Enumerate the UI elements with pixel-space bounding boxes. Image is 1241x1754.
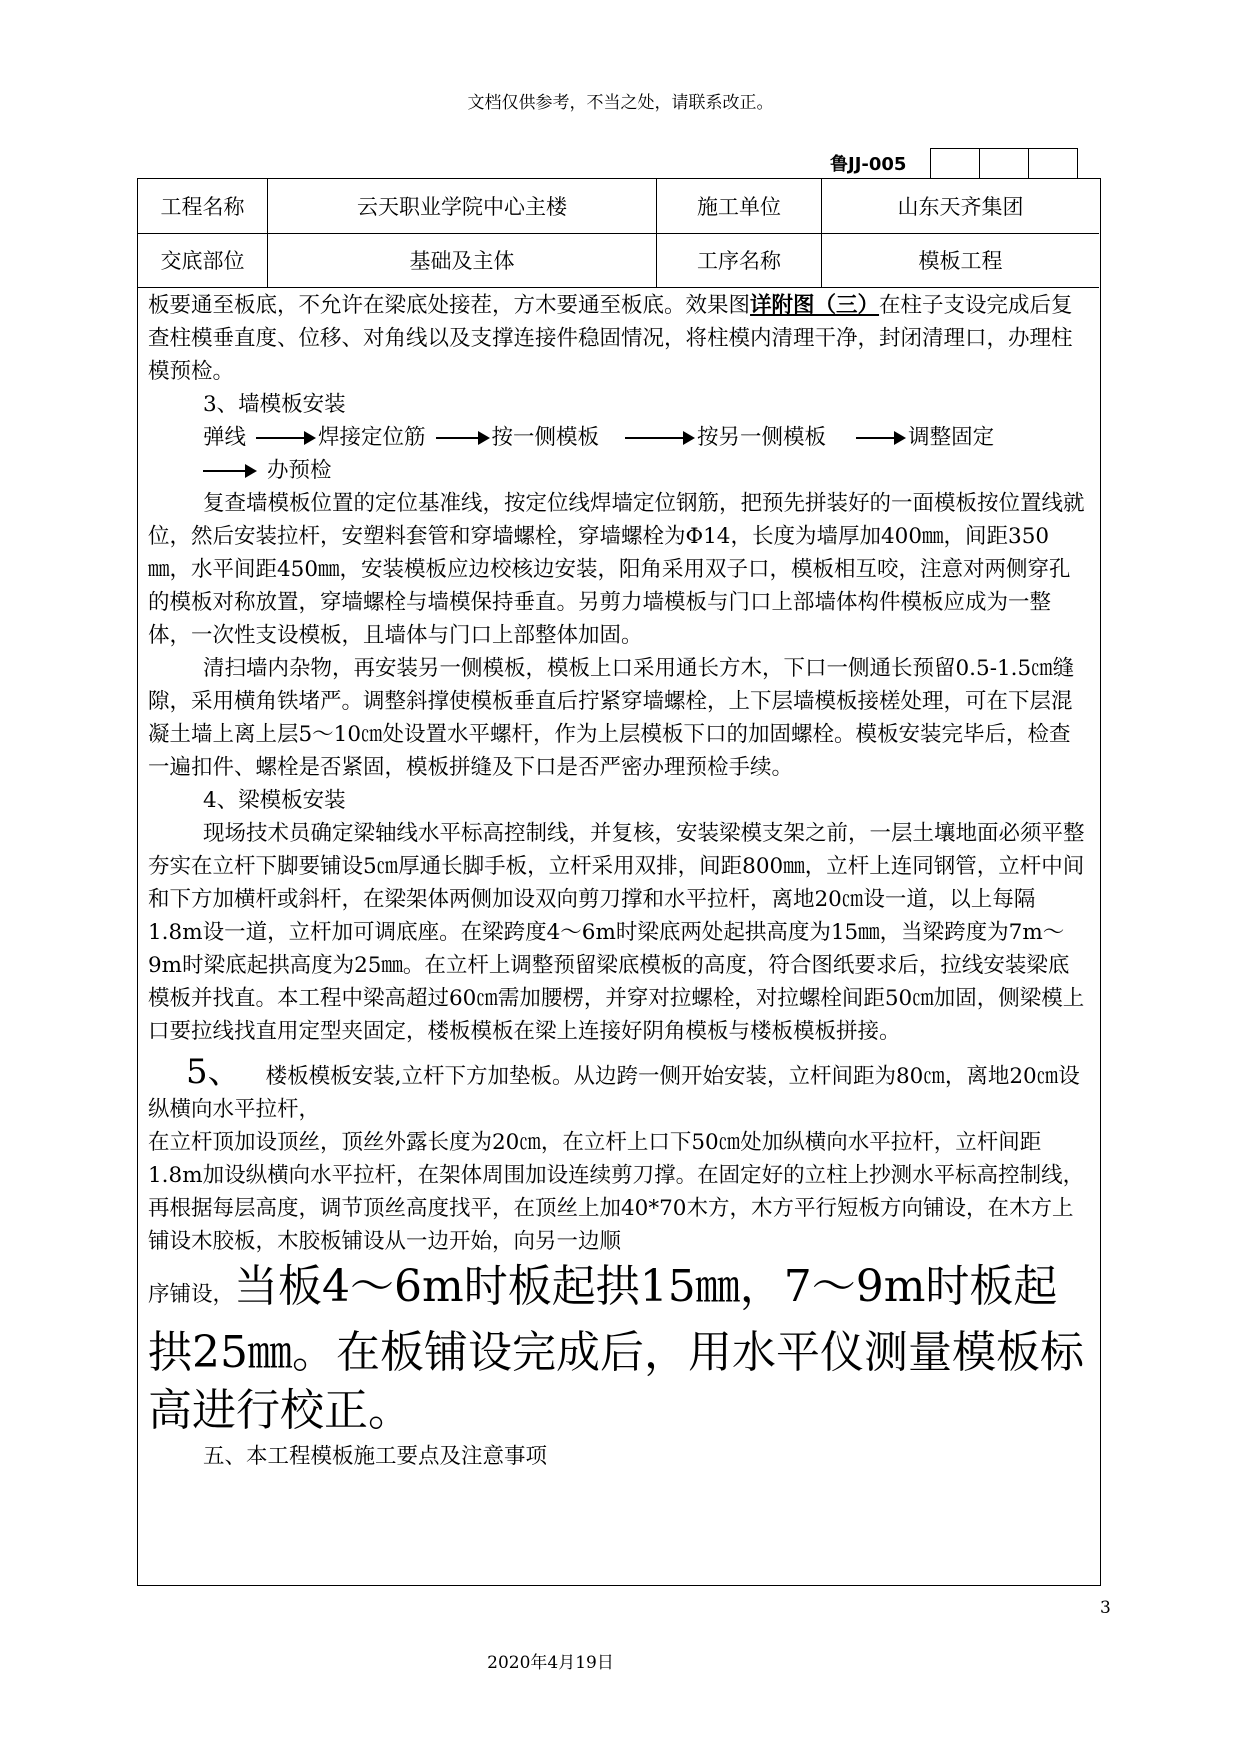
handover-content bbox=[138, 289, 1099, 1473]
process-name-value: 模板工程 bbox=[918, 249, 1003, 273]
page-number: 3 bbox=[1100, 1598, 1111, 1618]
arrow-right-icon bbox=[256, 437, 314, 439]
section-heading-beam: 4、梁模板安装 bbox=[203, 788, 346, 813]
paragraph-beam-install: 现场技术员确定梁轴线水平标高控制线，并复核，安装梁模支架之前，一层土壤地面必须平整夯实在立杆下脚要铺设5㎝厚通长脚手板，立杆采用双排，间距800㎜，立杆上连同钢管，立杆中间和下方加横杆或斜杆，在梁架体两侧加设双向剪刀撑和水平拉杆，离地20㎝设一道，以上每隔1.8m设一道，立杆加可调底座。在梁跨度4～6m时梁底两处起拱高度为15㎜，当梁跨度为7m～9m时梁底起拱高度为25㎜。在立杆上调整预留梁底模板的高度，符合图纸要求后，拉线安装梁底模板并找直。本工程中梁高超过60㎝需加腰楞，并穿对拉螺栓，对拉螺栓间距50㎝加固，侧梁模上口要拉线找直用定型夹固定，楼板模板在梁上连接好阴角模板与楼板模板拼接。 bbox=[148, 821, 1085, 1044]
arrow-right-icon bbox=[625, 437, 693, 439]
code-box bbox=[980, 148, 1029, 178]
handover-part-label: 交底部位 bbox=[138, 233, 268, 287]
process-flow-continued bbox=[148, 454, 1087, 487]
info-row-project bbox=[138, 179, 1099, 234]
handover-part-value: 基础及主体 bbox=[268, 233, 657, 287]
flow-step: 焊接定位筋 bbox=[318, 425, 426, 450]
project-name-value: 云天职业学院中心主楼 bbox=[268, 179, 657, 233]
paragraph-column-formwork bbox=[148, 289, 1087, 388]
document-code-row bbox=[830, 148, 1078, 178]
header-note: 文档仅供参考，不当之处，请联系改正。 bbox=[467, 93, 774, 113]
paragraph-text: 楼板模板安装,立杆下方加垫板。从边跨一侧开始安装，立杆间距为80㎝，离地20㎝设纵横向水平拉杆， bbox=[148, 1064, 1080, 1122]
section-heading-five: 五、本工程模板施工要点及注意事项 bbox=[203, 1444, 548, 1469]
flow-step: 按另一侧模板 bbox=[697, 425, 827, 450]
code-box bbox=[1029, 148, 1078, 178]
document-code: 鲁JJ-005 bbox=[830, 154, 907, 175]
footer-date: 2020年4月19日 bbox=[487, 1653, 614, 1673]
process-flow bbox=[148, 421, 1087, 454]
construction-unit-label: 施工单位 bbox=[657, 179, 822, 233]
section-number-5: 5、 bbox=[186, 1052, 242, 1092]
paragraph-slab-camber bbox=[148, 1258, 1087, 1440]
construction-unit-value: 山东天齐集团 bbox=[897, 195, 1024, 219]
paragraph-slab-detail: 在立杆顶加设顶丝，顶丝外露长度为20㎝，在立杆上口下50㎝处加纵横向水平拉杆，立杆间距1.8m加设纵横向水平拉杆，在架体周围加设连续剪刀撑。在固定好的立柱上抄测水平标高控制线，再根据每层高度，调节顶丝高度找平，在顶丝上加40*70木方，木方平行短板方向铺设，在木方上铺设木胶板，木胶板铺设从一边开始，向另一边顺 bbox=[148, 1130, 1085, 1254]
paragraph-wall-install: 复查墙模板位置的定位基准线，按定位线焊墙定位钢筋，把预先拼装好的一面模板按位置线就位，然后安装拉杆，安塑料套管和穿墙螺栓，穿墙螺栓为Φ14，长度为墙厚加400㎜，间距350㎜，水平间距450㎜，安装模板应边校核边安装，阳角采用双子口，模板相互咬，注意对两侧穿孔的模板对称放置，穿墙螺栓与墙模保持垂直。另剪力墙模板与门口上部墙体构件模板应成为一整体，一次性支设模板，且墙体与门口上部整体加固。 bbox=[148, 491, 1085, 648]
paragraph-slab-install bbox=[148, 1052, 1087, 1126]
arrow-right-icon bbox=[856, 437, 904, 439]
paragraph-wall-other-side: 清扫墙内杂物，再安装另一侧模板，模板上口采用通长方木，下口一侧通长预留0.5-1.5㎝缝隙，采用横角铁堵严。调整斜撑使模板垂直后拧紧穿墙螺栓，上下层墙模板接槎处理，可在下层混凝土墙上离上层5～10㎝处设置水平螺杆，作为上层模板下口的加固螺栓。模板安装完毕后，检查一遍扣件、螺栓是否紧固，模板拼缝及下口是否严密办理预检手续。 bbox=[148, 656, 1075, 780]
section-heading-wall: 3、墙模板安装 bbox=[203, 392, 346, 417]
arrow-right-icon bbox=[436, 437, 488, 439]
handover-form bbox=[137, 178, 1101, 1586]
flow-step: 调整固定 bbox=[908, 425, 995, 450]
flow-step: 按一侧模板 bbox=[491, 425, 600, 450]
process-name-label: 工序名称 bbox=[657, 233, 822, 287]
paragraph-text: 板要通至板底，不允许在梁底处接茬，方木要通至板底。效果图 bbox=[148, 293, 751, 318]
paragraph-text: 序铺设， bbox=[148, 1282, 235, 1307]
arrow-right-icon bbox=[203, 470, 255, 472]
info-row-part bbox=[138, 233, 1099, 288]
flow-step: 弹线 bbox=[203, 425, 247, 450]
flow-step: 办预检 bbox=[267, 458, 332, 483]
code-box bbox=[930, 148, 980, 178]
paragraph-text: 在柱子支设完成后复查柱模垂直度、位移、对角线以及支撑连接件稳固情况，将柱模内清理干净，封闭清理口，办理柱模预检。 bbox=[148, 293, 1073, 384]
project-name-label: 工程名称 bbox=[138, 179, 268, 233]
attached-figure-link: 详附图（三） bbox=[750, 293, 880, 318]
paragraph-text-large: 当板4～6m时板起拱15㎜，7～9m时板起拱25㎜。在板铺设完成后，用水平仪测量模板标高进行校正。 bbox=[148, 1261, 1084, 1436]
